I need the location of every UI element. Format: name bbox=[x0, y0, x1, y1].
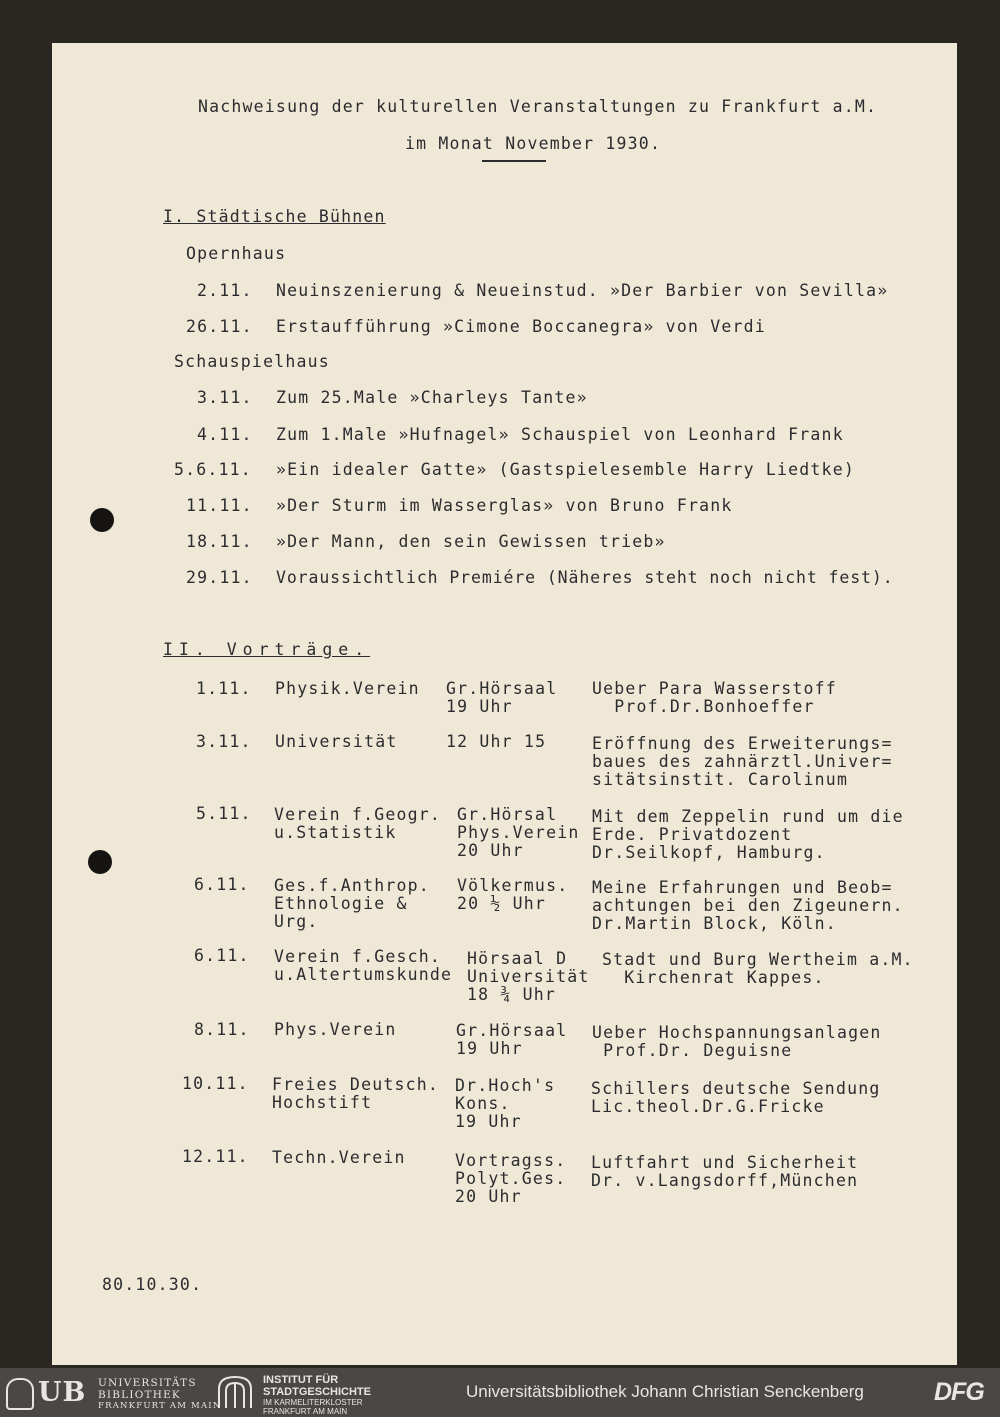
ub-line: FRANKFURT AM MAIN bbox=[98, 1401, 222, 1411]
entry-text: Neuinszenierung & Neueinstud. »Der Barbier von Sevilla» bbox=[276, 281, 889, 300]
lecture-org: Freies Deutsch. Hochstift bbox=[272, 1075, 440, 1112]
entry-date: 26.11. bbox=[186, 317, 253, 336]
lecture-topic: Stadt und Burg Wertheim a.M. Kirchenrat Kappes. bbox=[602, 950, 914, 987]
lecture-org: Ges.f.Anthrop. Ethnologie & Urg. bbox=[274, 876, 430, 931]
lecture-org: Verein f.Gesch. u.Altertumskunde bbox=[274, 947, 453, 984]
entry-date: 4.11. bbox=[197, 425, 253, 444]
ub-line: UNIVERSITÄTS bbox=[98, 1377, 197, 1389]
lecture-topic: Ueber Hochspannungsanlagen Prof.Dr. Deguisne bbox=[592, 1023, 882, 1060]
footnote-number: 80.10.30. bbox=[102, 1275, 203, 1294]
section-heading-vortraege: II. Vorträge. bbox=[163, 640, 371, 659]
lecture-org: Universität bbox=[275, 732, 398, 751]
subheading-opernhaus: Opernhaus bbox=[186, 244, 287, 263]
institute-line: INSTITUT FÜR bbox=[263, 1374, 339, 1386]
footer-bar bbox=[0, 1368, 1000, 1417]
lecture-topic: Luftfahrt und Sicherheit Dr. v.Langsdorff,München bbox=[591, 1153, 859, 1190]
lecture-place: Dr.Hoch's Kons. 19 Uhr bbox=[455, 1076, 556, 1131]
entry-text: »Der Sturm im Wasserglas» von Bruno Frank bbox=[276, 496, 733, 515]
punch-hole bbox=[90, 508, 114, 532]
lecture-place: Hörsaal D Universität 18 ¾ Uhr bbox=[467, 949, 590, 1004]
entry-text: »Der Mann, den sein Gewissen trieb» bbox=[276, 532, 666, 551]
lecture-topic: Ueber Para Wasserstoff Prof.Dr.Bonhoeffer bbox=[592, 679, 837, 716]
ub-line: BIBLIOTHEK bbox=[98, 1389, 181, 1401]
lecture-topic: Schillers deutsche Sendung Lic.theol.Dr.G.Fricke bbox=[591, 1079, 881, 1116]
lecture-place: Vortragss. Polyt.Ges. 20 Uhr bbox=[455, 1151, 567, 1206]
lecture-date: 5.11. bbox=[196, 804, 252, 823]
lecture-org: Phys.Verein bbox=[274, 1020, 397, 1039]
lecture-place: Völkermus. 20 ½ Uhr bbox=[457, 876, 569, 913]
lecture-place: Gr.Hörsaal 19 Uhr bbox=[456, 1021, 568, 1058]
section-heading-buehnen: I. Städtische Bühnen bbox=[163, 207, 386, 226]
entry-date: 18.11. bbox=[186, 532, 253, 551]
lecture-date: 12.11. bbox=[182, 1147, 249, 1166]
lecture-topic: Mit dem Zeppelin rund um die Erde. Privatdozent Dr.Seilkopf, Hamburg. bbox=[592, 807, 904, 862]
lecture-org: Physik.Verein bbox=[275, 679, 420, 698]
ub-crest-icon bbox=[6, 1378, 34, 1410]
document-title: Nachweisung der kulturellen Veranstaltungen zu Frankfurt a.M. bbox=[198, 97, 878, 116]
dfg-logo[interactable]: DFG bbox=[934, 1378, 984, 1406]
lecture-place: Gr.Hörsaal 19 Uhr bbox=[446, 679, 558, 716]
lecture-date: 6.11. bbox=[194, 875, 250, 894]
library-name[interactable]: Universitätsbibliothek Johann Christian Senckenberg bbox=[466, 1382, 864, 1401]
punch-hole bbox=[88, 850, 112, 874]
institute-line: FRANKFURT AM MAIN bbox=[263, 1407, 348, 1416]
lecture-topic: Meine Erfahrungen und Beob= achtungen bei den Zigeunern. Dr.Martin Block, Köln. bbox=[592, 878, 904, 933]
entry-text: Voraussichtlich Premiére (Näheres steht noch nicht fest). bbox=[276, 568, 894, 587]
institute-line: IM KARMELITERKLOSTER bbox=[263, 1398, 363, 1407]
entry-text: Zum 1.Male »Hufnagel» Schauspiel von Leonhard Frank bbox=[276, 425, 844, 444]
lecture-org: Verein f.Geogr. u.Statistik bbox=[274, 805, 442, 842]
entry-text: Zum 25.Male »Charleys Tante» bbox=[276, 388, 588, 407]
entry-date: 3.11. bbox=[197, 388, 253, 407]
lecture-date: 3.11. bbox=[196, 732, 252, 751]
title-divider bbox=[482, 160, 546, 162]
lecture-date: 1.11. bbox=[196, 679, 252, 698]
lecture-date: 8.11. bbox=[194, 1020, 250, 1039]
lecture-place: 12 Uhr 15 bbox=[446, 732, 547, 751]
entry-text: Erstaufführung »Cimone Boccanegra» von Verdi bbox=[276, 317, 766, 336]
lecture-topic: Eröffnung des Erweiterungs= baues des zahnärztl.Univer= sitätsinstit. Carolinum bbox=[592, 734, 893, 789]
lecture-date: 6.11. bbox=[194, 946, 250, 965]
entry-date: 11.11. bbox=[186, 496, 253, 515]
document-subtitle: im Monat November 1930. bbox=[405, 134, 662, 153]
entry-date: 5.6.11. bbox=[174, 460, 252, 479]
institute-line: STADTGESCHICHTE bbox=[263, 1386, 371, 1398]
entry-text: »Ein idealer Gatte» (Gastspielesemble Harry Liedtke) bbox=[276, 460, 855, 479]
lecture-org: Techn.Verein bbox=[272, 1148, 406, 1167]
lecture-date: 10.11. bbox=[182, 1074, 249, 1093]
lecture-place: Gr.Hörsal Phys.Verein 20 Uhr bbox=[457, 805, 580, 860]
entry-date: 29.11. bbox=[186, 568, 253, 587]
institute-arch-icon bbox=[216, 1375, 254, 1409]
ub-logo[interactable]: UB bbox=[38, 1377, 87, 1408]
subheading-schauspielhaus: Schauspielhaus bbox=[174, 352, 330, 371]
entry-date: 2.11. bbox=[197, 281, 253, 300]
